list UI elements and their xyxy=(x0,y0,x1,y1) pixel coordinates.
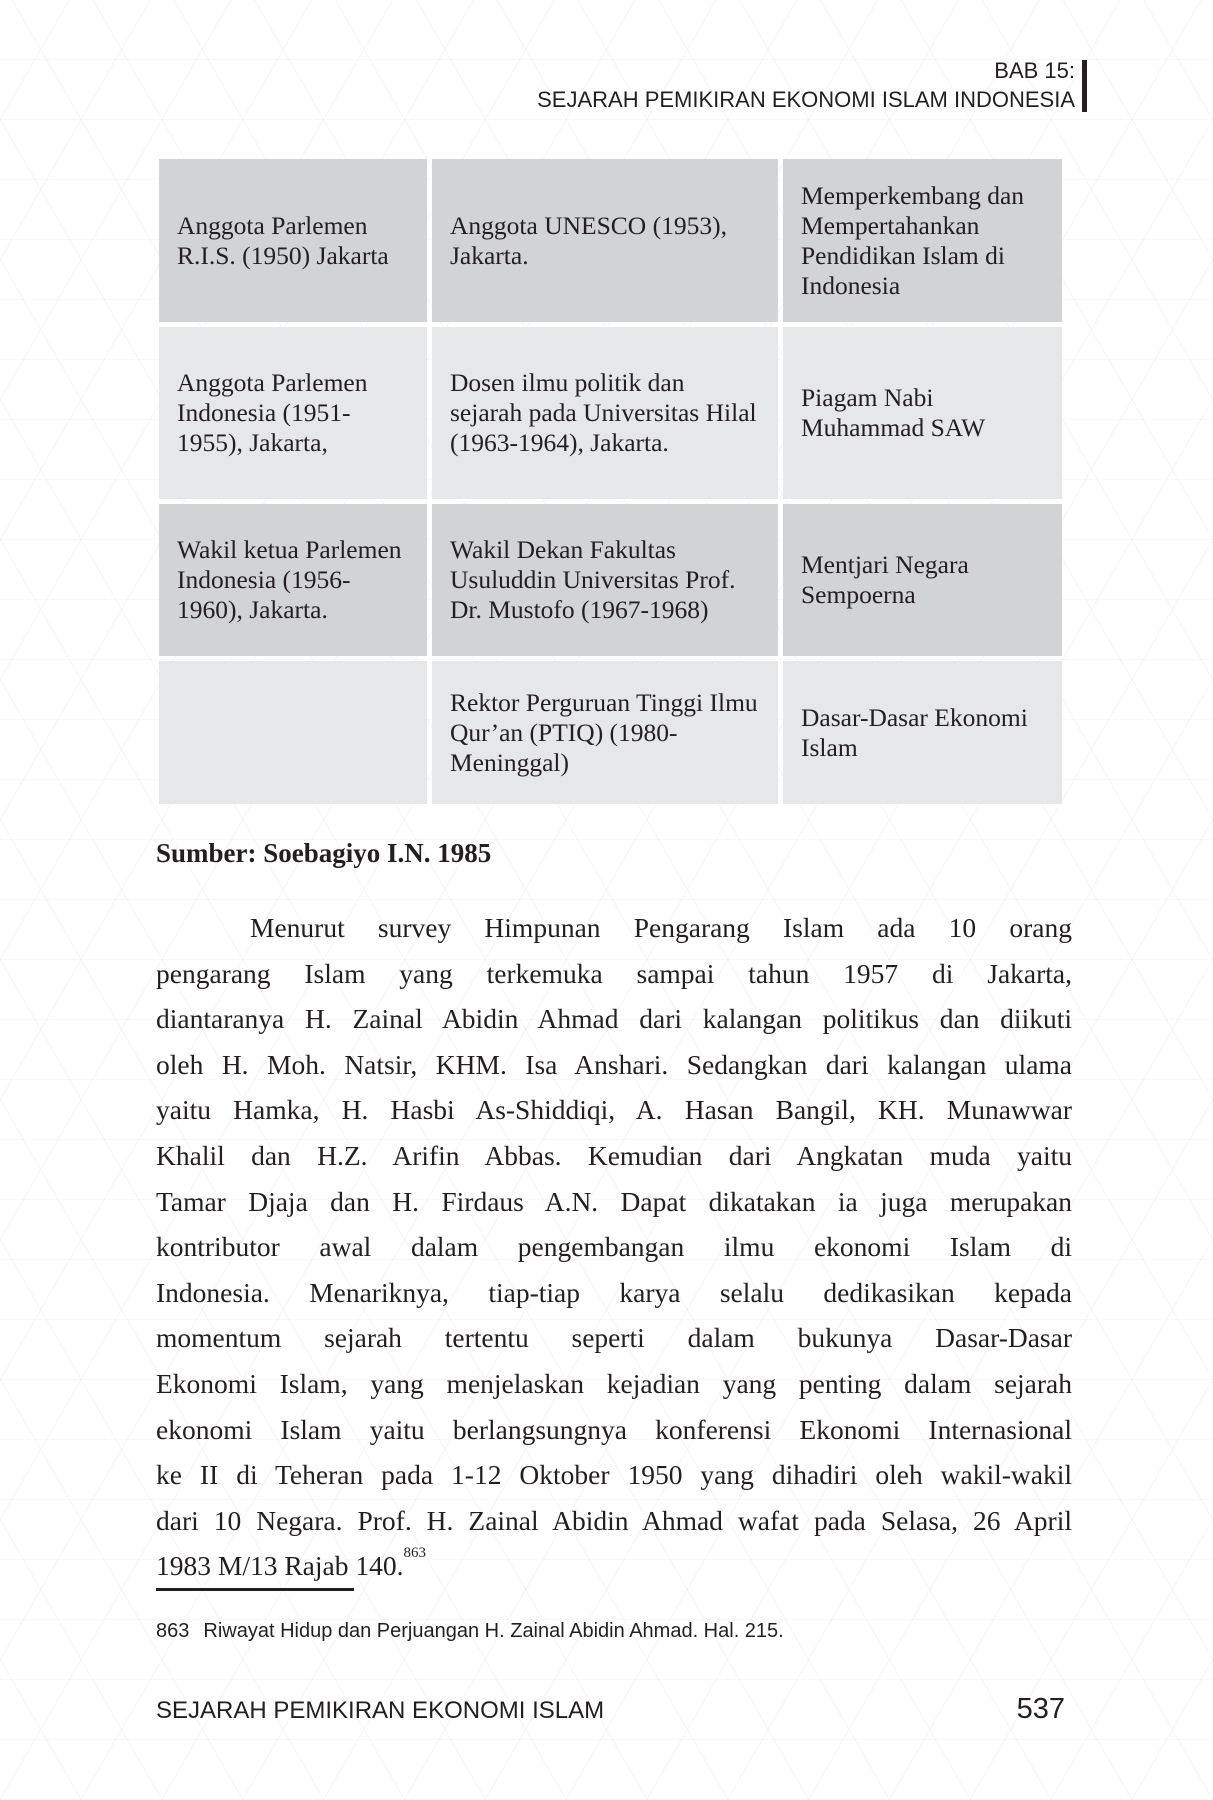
table-row xyxy=(159,661,1062,804)
table-cell: Wakil Dekan Fakultas Usuluddin Universitas Prof. Dr. Mustofo (1967-1968) xyxy=(432,504,778,656)
paragraph-line: yaitu Hamka, H. Hasbi As-Shiddiqi, A. Hasan Bangil, KH. Munawwar xyxy=(156,1094,1072,1126)
paragraph-line-text: 1983 M/13 Rajab 140. xyxy=(156,1550,404,1582)
table-cell: Piagam Nabi Muhammad SAW xyxy=(783,327,1062,499)
running-header xyxy=(537,56,1075,114)
page-number: 537 xyxy=(1016,1693,1065,1725)
table-cell: Anggota Parlemen R.I.S. (1950) Jakarta xyxy=(159,159,427,322)
paragraph-line: pengarang Islam yang terkemuka sampai tahun 1957 di Jakarta, xyxy=(156,957,1072,989)
chapter-label: BAB 15: xyxy=(994,58,1075,83)
career-table xyxy=(154,154,1067,809)
paragraph-line xyxy=(156,1543,1072,1589)
table-cell: Dosen ilmu politik dan sejarah pada Universitas Hilal (1963-1964), Jakarta. xyxy=(432,327,778,499)
footnote-reference[interactable]: 863 xyxy=(403,1545,426,1562)
table-source: Sumber: Soebagiyo I.N. 1985 xyxy=(156,838,492,868)
paragraph-line: Khalil dan H.Z. Arifin Abbas. Kemudian dari Angkatan muda yaitu xyxy=(156,1139,1072,1171)
table-row xyxy=(159,504,1062,656)
paragraph-line: kontributor awal dalam pengembangan ilmu ekonomi Islam di xyxy=(156,1231,1072,1263)
chapter-title: SEJARAH PEMIKIRAN EKONOMI ISLAM INDONESIA xyxy=(537,87,1075,112)
paragraph-line: momentum sejarah tertentu seperti dalam bukunya Dasar-Dasar xyxy=(156,1322,1072,1354)
footnote-number: 863 xyxy=(156,1620,190,1642)
table-cell: Anggota UNESCO (1953), Jakarta. xyxy=(432,159,778,322)
paragraph-line: diantaranya H. Zainal Abidin Ahmad dari kalangan politikus dan diikuti xyxy=(156,1003,1072,1035)
table-row xyxy=(159,159,1062,322)
paragraph-line: Indonesia. Menariknya, tiap-tiap karya selalu dedikasikan kepada xyxy=(156,1276,1072,1308)
paragraph-line: Tamar Djaja dan H. Firdaus A.N. Dapat dikatakan ia juga merupakan xyxy=(156,1185,1072,1217)
paragraph-line: oleh H. Moh. Natsir, KHM. Isa Anshari. Sedangkan dari kalangan ulama xyxy=(156,1048,1072,1080)
paragraph-line: dari 10 Negara. Prof. H. Zainal Abidin Ahmad wafat pada Selasa, 26 April xyxy=(156,1504,1072,1536)
table-cell: Wakil ketua Parlemen Indonesia (1956-1960), Jakarta. xyxy=(159,504,427,656)
table-cell: Rektor Perguruan Tinggi Ilmu Qur’an (PTIQ) (1980-Meninggal) xyxy=(432,661,778,804)
paragraph-line: Ekonomi Islam, yang menjelaskan kejadian yang penting dalam sejarah xyxy=(156,1367,1072,1399)
body-paragraph xyxy=(156,905,1072,1589)
footnote xyxy=(156,1620,784,1643)
table-cell: Dasar-Dasar Ekonomi Islam xyxy=(783,661,1062,804)
table-cell: Memperkembang dan Mempertahankan Pendidikan Islam di Indonesia xyxy=(783,159,1062,322)
table-cell: Anggota Parlemen Indonesia (1951-1955), Jakarta, xyxy=(159,327,427,499)
footnote-text: Riwayat Hidup dan Perjuangan H. Zainal Abidin Ahmad. Hal. 215. xyxy=(203,1620,784,1642)
table-cell xyxy=(159,661,427,804)
table-row xyxy=(159,327,1062,499)
header-bar xyxy=(1082,60,1087,112)
paragraph-line: Menurut survey Himpunan Pengarang Islam ada 10 orang xyxy=(250,912,1072,943)
paragraph-line: ekonomi Islam yaitu berlangsungnya konferensi Ekonomi Internasional xyxy=(156,1413,1072,1445)
running-footer-title: SEJARAH PEMIKIRAN EKONOMI ISLAM xyxy=(156,1697,605,1724)
footnote-divider xyxy=(156,1588,354,1591)
paragraph-line: ke II di Teheran pada 1-12 Oktober 1950 yang dihadiri oleh wakil-wakil xyxy=(156,1459,1072,1491)
table-cell: Mentjari Negara Sempoerna xyxy=(783,504,1062,656)
